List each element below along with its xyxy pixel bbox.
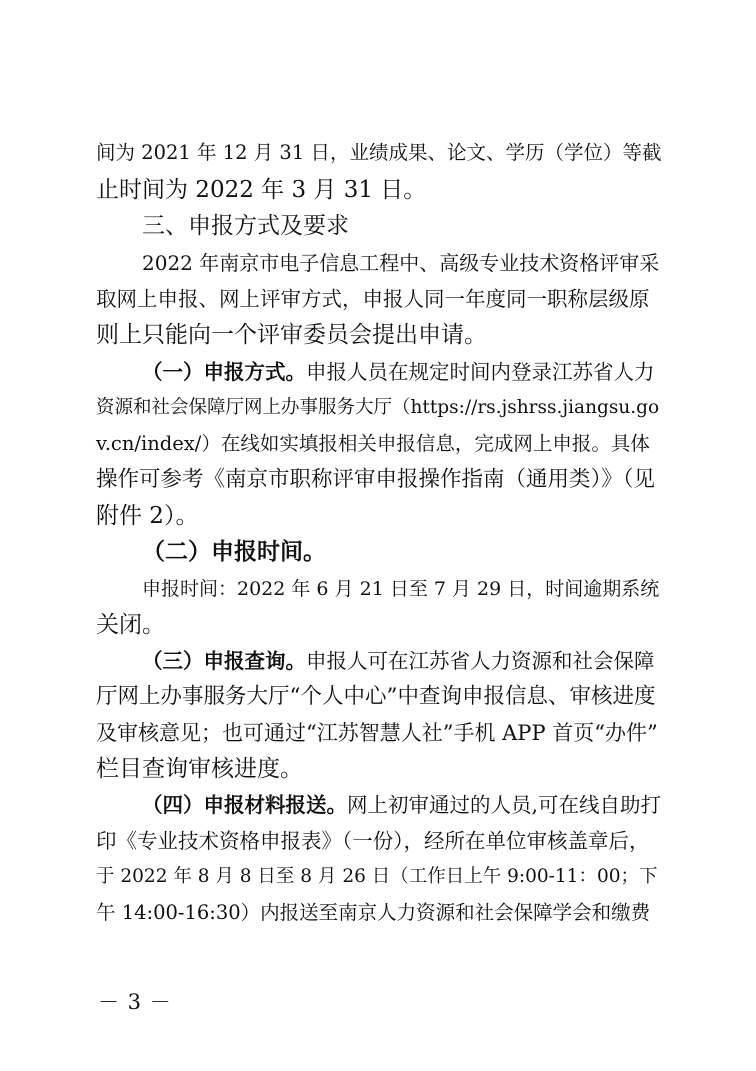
paragraph-line: 栏目查询审核进度。 — [96, 756, 303, 782]
paragraph-line: 午 14:00-16:30）内报送至南京人力资源和社会保障学会和缴费 — [96, 901, 651, 924]
section-heading: 三、申报方式及要求 — [142, 213, 349, 239]
paragraph-line: 操作可参考《南京市职称评审申报操作指南（通用类）》（见 — [96, 467, 656, 492]
item-title: （二）申报时间。 — [142, 538, 326, 565]
paragraph-line: 于 2022 年 8 月 8 日至 8 月 26 日（工作日上午 9:00-11：00；下 — [96, 866, 658, 887]
paragraph-line: 附件 2）。 — [96, 503, 199, 529]
item-text: 申报人员在规定时间内登录江苏省人力 — [306, 360, 655, 384]
paragraph-line: 2022 年南京市电子信息工程中、高级专业技术资格评审采 — [142, 251, 660, 275]
item-title: （三）申报查询。 — [142, 649, 306, 673]
paragraph-line: 间为 2021 年 12 月 31 日，业绩成果、论文、学历（学位）等截 — [96, 141, 662, 164]
item-line — [142, 643, 662, 679]
item-line — [142, 787, 662, 823]
paragraph-line: 关闭。 — [96, 612, 165, 638]
paragraph-line: 资源和社会保障厅网上办事服务大厅（https://rs.jshrss.jiangsu.go — [96, 397, 660, 418]
item-line — [142, 354, 662, 390]
page-number: － 3 － — [98, 990, 172, 1014]
item-text: 网上初审通过的人员,可在线自助打 — [347, 793, 662, 817]
paragraph-line: 申报时间：2022 年 6 月 21 日至 7 月 29 日，时间逾期系统 — [142, 578, 660, 600]
paragraph-line: 及审核意见；也可通过“江苏智慧人社”手机 APP 首页“办件” — [96, 721, 658, 745]
paragraph-line: 则上只能向一个评审委员会提出申请。 — [96, 322, 487, 348]
item-text: 申报人可在江苏省人力资源和社会保障 — [306, 649, 655, 673]
paragraph-line: 厅网上办事服务大厅“个人中心”中查询申报信息、审核进度 — [96, 684, 656, 709]
item-title: （一）申报方式。 — [142, 360, 306, 384]
paragraph-line: 取网上申报、网上评审方式，申报人同一年度同一职称层级原 — [96, 287, 650, 311]
paragraph-line: 止时间为 2022 年 3 月 31 日。 — [96, 177, 427, 203]
paragraph-line: 印《专业技术资格申报表》（一份），经所在单位审核盖章后， — [96, 829, 650, 853]
paragraph-line: v.cn/index/）在线如实填报相关申报信息，完成网上申报。具体 — [96, 432, 650, 455]
item-title: （四）申报材料报送。 — [142, 793, 347, 817]
